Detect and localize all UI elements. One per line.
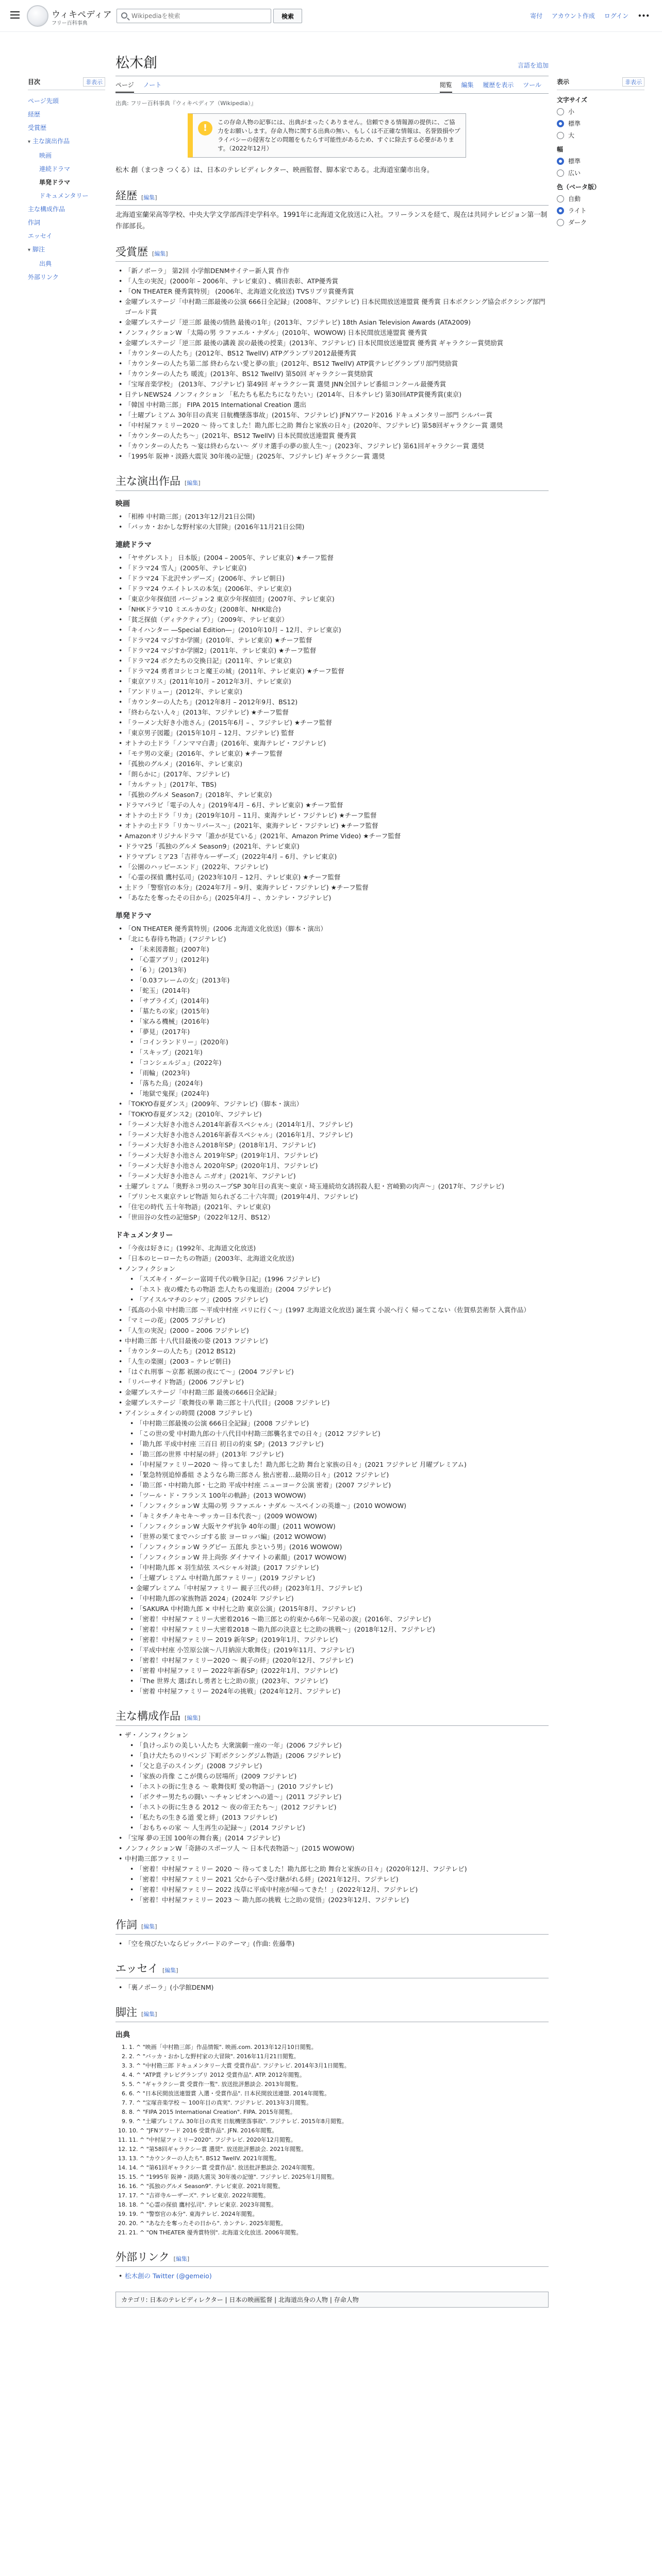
list-item: • 「東京アリス」(2011年10月 – 2012年3月、テレビ東京) xyxy=(125,676,549,687)
sub-list-item: • 「父と息子のスイング」(2008 フジテレビ) xyxy=(136,1761,549,1771)
reference-item: 15. 15. ^ "1995年 阪神・淡路大震災 30年後の記憶". フジテレビ. 2025年1月閲覧。 xyxy=(129,2173,549,2182)
list-item: • 「カウンターの人たち 〜宴は終わらない〜 ダリオ選手の夢の旅人生～」(2023年、フジテレビ) 第61回ギャラクシー賞 選奨 xyxy=(125,441,549,451)
sub-list-item: • 「ノンフィクションW ラグビー 五郎丸 歩という男」(2016 WOWOW) xyxy=(136,1542,549,1552)
list-item: • 「孤独のグルメ Season7」(2018年、テレビ東京) xyxy=(125,790,549,800)
radio-icon[interactable] xyxy=(557,108,564,115)
radio-option[interactable]: 広い xyxy=(557,168,644,177)
section-links-heading: 外部リンク [編集] xyxy=(115,2249,549,2267)
add-languages-link[interactable]: 言語を追加 xyxy=(517,62,549,69)
sub-list-item: • 「ホストの街に生きる 2012 ～ 夜の帝王たち～」(2012 フジテレビ) xyxy=(136,1802,549,1812)
page-title: 松木創 xyxy=(115,55,157,71)
list-item: • 「あなたを奪ったその日から」(2025年4月 – 、カンテレ・フジテレビ) xyxy=(125,893,549,903)
list-item: • 「ON THEATER 優秀賞特別」(2006 北海道文化放送)（脚本・演出） xyxy=(125,924,549,934)
sub-list-item: • 「ノンフィクションW 井上尚弥 ダイナマイトの素顔」(2017 WOWOW) xyxy=(136,1552,549,1563)
reference-item: 7. 7. ^ "宝塚音楽学校 〜 100年目の真実". フジテレビ. 2013年3月閲覧。 xyxy=(129,2098,549,2108)
sub-list-item: • 「地獄で鬼探」(2024年) xyxy=(136,1089,549,1099)
list-item: • 「はぐれ刑事 〜京都 祇園の夜にて〜」(2004 フジテレビ) xyxy=(125,1367,549,1377)
sub-list-item: • 「ホストの街に生きる ～ 歌舞伎町 愛の物語～」(2010 フジテレビ) xyxy=(136,1782,549,1792)
sub-list-item: • 「SAKURA 中村勘九郎 × 中村七之助 東京公演」(2015年8月、フジテレビ) xyxy=(136,1604,549,1614)
radio-option[interactable]: 標準 xyxy=(557,157,644,165)
list-item: • ドラマ25「孤独のグルメ Season9」(2021年、テレビ東京) xyxy=(125,841,549,852)
reference-item: 20. 20. ^ "あなたを奪ったその日から". カンテレ. 2025年閲覧。 xyxy=(129,2219,549,2228)
list-item: • 「世田谷の女性の記憶SP」（2022年12月、BS12） xyxy=(125,1212,549,1223)
sub-list-item: • 「密着！中村屋ファミリー 2023 〜 勘九郎の挑戦 七之助の覚悟」(2023年12月、フジテレビ) xyxy=(136,1895,549,1905)
radio-option[interactable]: 標準 xyxy=(557,119,644,128)
list-item: • 「人生の楽園」(2003 – テレビ朝日) xyxy=(125,1357,549,1367)
list-item: • ノンフィクションW 「太陽の男 ラファエル・ナダル」(2010年、WOWOW) 日本民間放送連盟賞 優秀賞 xyxy=(125,328,549,338)
notice-text: この存命人物の記事には、出典がまったくありません。信頼できる情報源の提供に、ご協力をお願いします。存命人物に関する出典の無い、もしくは不正確な情報は、名誉毀損やプライバシーの侵害などの問題をもたらす可能性があるため、すぐに除去する必要があります。（2022年12月） xyxy=(218,118,460,152)
radio-icon[interactable] xyxy=(557,219,564,226)
list-item: • 「マミーの花」(2005 フジテレビ) xyxy=(125,1315,549,1326)
section-notes-heading: 脚注 [編集] xyxy=(115,2004,549,2022)
toc-item[interactable]: 連続ドラマ xyxy=(39,165,71,173)
reference-item: 3. 3. ^ "中村勘三郎 ドキュメンタリー大賞 受賞作品". フジテレビ. 2014年3月1日閲覧。 xyxy=(129,2061,549,2071)
section-lyrics-heading: 作詞 [編集] xyxy=(115,1917,549,1935)
sub-list-item: • 「ノンフィクションW 大阪ヤクザ抗争 40年の闇」(2011 WOWOW) xyxy=(136,1521,549,1532)
list-item: • 「ドラマ24 下北沢サンデーズ」(2006年、テレビ朝日) xyxy=(125,573,549,584)
tab-page[interactable]: ページ xyxy=(115,81,134,93)
reference-item: 16. 16. ^ "孤独のグルメ Season9". テレビ東京. 2021年閲覧。 xyxy=(129,2182,549,2191)
toc-header xyxy=(28,77,105,90)
list-item: • 「孤独のグルメ」(2016年、テレビ東京) xyxy=(125,759,549,769)
list-item: • 金曜プレステージ「逆三郎 最後の講義 涙の最後の授業」(2013年、フジテレビ) 日本民間放送連盟賞 優秀賞 ギャラクシー賞奨励賞 xyxy=(125,338,549,348)
list-item: • 「韓国 中村勘三郎」 FIPA 2015 International Creation 選出 xyxy=(125,400,549,410)
toc-list xyxy=(28,94,105,284)
sub-list-item: • 「中村屋ファミリー2020 〜 待ってました！勘九郎七之助 舞台と家族の日々」(2021 フジテレビ 月曜プレミアム) xyxy=(136,1460,549,1470)
list-item: • ザ・ノンフィクション xyxy=(125,1730,549,1740)
sub-list-item: • 「落ちた鳥」(2024年) xyxy=(136,1078,549,1089)
list-item: • 金曜プレステージ「逆三郎 最後の情熱 最後の1年」(2013年、フジテレビ) 18th Asian Television Awards (ATA2009) xyxy=(125,317,549,328)
list-item: • 「ラーメン大好き小池さん2018年SP」(2018年1月、フジテレビ) xyxy=(125,1140,549,1150)
edit-link[interactable]: 編集 xyxy=(175,2256,187,2262)
chevron-down-icon[interactable]: ▾ xyxy=(28,139,31,145)
sub-list-item: • 「密着！中村屋ファミリー 2021 父から子へ受け継がれる絆」(2021年12月、フジテレビ) xyxy=(136,1874,549,1885)
list-item: • 「ドラマ24 雪人」(2005年、テレビ東京) xyxy=(125,563,549,573)
sub-list-item: • 「負け犬たちのリベンジ 下町ボクシングジム物語」(2006 フジテレビ) xyxy=(136,1751,549,1761)
sub-list-item: • 「未来図書館」(2007年) xyxy=(136,944,549,955)
list-item: • 「リバーサイド物語」(2006 フジテレビ) xyxy=(125,1377,549,1387)
single-heading: 単発ドラマ xyxy=(115,912,152,920)
donate-link[interactable]: 寄付 xyxy=(530,12,543,20)
list-item: • 「アンドリュー」(2012年、テレビ東京) xyxy=(125,687,549,697)
sub-list-item: • 「家みる機械」(2016年) xyxy=(136,1016,549,1027)
list-item: • 「孤高の小泉 中村勘三郎 〜平成中村座 パリに行く〜」(1997 北海道文化放送) 誕生賞 小説へ行く 帰ってこない（佐賀県芸術祭 入賞作品） xyxy=(125,1305,549,1315)
reference-item: 17. 17. ^ "吉祥寺ルーザーズ". テレビ東京. 2022年閲覧。 xyxy=(129,2191,549,2200)
film-heading: 映画 xyxy=(115,500,130,508)
edit-link[interactable]: 編集 xyxy=(143,1923,155,1930)
sub-list-item: • 「この世の愛 中村勘九郎の十八代目中村勘三郎襲名までの日々」(2012 フジテレビ) xyxy=(136,1429,549,1439)
tab-tools[interactable]: ツール xyxy=(523,81,541,89)
section-works-heading: 主な演出作品 [編集] xyxy=(115,473,549,491)
references-list xyxy=(129,2043,549,2238)
sub-list-item: • 「6 ）」(2013年) xyxy=(136,965,549,975)
sub-list-item: • 「コインランドリー」(2020年) xyxy=(136,1037,549,1047)
toc-item[interactable]: 単発ドラマ xyxy=(39,179,71,186)
list-item: • 「裏ノボーラ」(小学館DENM) xyxy=(125,1982,549,1993)
sub-list-item: • 「0.03フレームの女」(2013年) xyxy=(136,975,549,986)
list-item: • 「東京男子図鑑」(2015年10月 – 12月、フジテレビ) 監督 xyxy=(125,728,549,738)
table-of-contents xyxy=(28,77,105,284)
reference-item: 11. 11. ^ "中村屋ファミリー2020". フジテレビ. 2020年12月閲覧。 xyxy=(129,2136,549,2145)
list-item: • 「TOKYO春夏ダンス2」(2010年、フジテレビ) xyxy=(125,1109,549,1120)
list-item: • 「東京少年探偵団 バージョン2 東京少年探偵団」(2007年、テレビ東京) xyxy=(125,594,549,604)
single-list xyxy=(125,924,549,1223)
create-account-link[interactable]: アカウント作成 xyxy=(552,12,595,20)
toc-item[interactable]: 経歴 xyxy=(28,111,41,118)
radio-icon[interactable] xyxy=(557,120,564,127)
sub-list-item: • 「墓たちの家」(2015年) xyxy=(136,1006,549,1016)
edit-link[interactable]: 編集 xyxy=(187,1715,198,1721)
edit-link[interactable]: 編集 xyxy=(187,480,198,486)
list-item: • 「終わらない人々」(2013年、フジテレビ) ★チーフ監督 xyxy=(125,707,549,718)
list-item: • 「バッカ・おかしな野村家の大冒険」(2016年11月21日公開) xyxy=(125,522,549,532)
toc-item[interactable]: ページ先頭 xyxy=(28,97,59,105)
list-item: • 「ラーメン大好き小池さん2014年新春スペシャル」(2014年1月、フジテレビ) xyxy=(125,1120,549,1130)
sub-list-item: • 「夢見」(2017年) xyxy=(136,1027,549,1037)
sub-list-item: • 「蛇玉」(2014年) xyxy=(136,986,549,996)
list-item: • 「ドラマ24 マジすか学園」(2010年、テレビ東京) ★チーフ監督 xyxy=(125,635,549,646)
appearance-header xyxy=(557,77,644,90)
sub-list-item: • 「おもちゃの家 ～ 人生再生の記録～」(2014 フジテレビ) xyxy=(136,1823,549,1833)
toc-item[interactable]: 外部リンク xyxy=(28,274,59,281)
list-item: • 中村勘三郎 十八代目最後の姿 (2013 フジテレビ) xyxy=(125,1336,549,1346)
list-item: • 「新ノボーラ」 第2回 小学館DENMサイテー新人賞 作作 xyxy=(125,266,549,276)
radio-icon[interactable] xyxy=(557,170,564,177)
list-item: • オトナの土ドラ「リカ」(2019年10月 – 11月、東海テレビ・フジテレビ) ★チーフ監督 xyxy=(125,810,549,821)
list-item: • 「貧乏探偵（ディテクティブ）」（2009年、テレビ東京） xyxy=(125,615,549,625)
page-title-bar xyxy=(115,52,549,76)
source-note: 出典: フリー百科事典『ウィキペディア（Wikipedia）』 xyxy=(115,100,257,107)
list-item: • 「ドラマ24 勇者ヨシヒコと魔王の城」(2011年、テレビ東京) ★チーフ監督 xyxy=(125,666,549,676)
list-item: • ドラマプレミア23「吉祥寺ルーザーズ」(2022年4月 – 6月、テレビ東京) xyxy=(125,852,549,862)
sub-list-item: • 「負けっぷりの美しい人たち 大衆演劇一座の一年」(2006 フジテレビ) xyxy=(136,1740,549,1751)
sub-list-item: • 「家族の肖像 ここが僕らの居場所」(2009 フジテレビ) xyxy=(136,1771,549,1782)
edit-link[interactable]: 編集 xyxy=(154,250,166,257)
search-input[interactable] xyxy=(131,11,266,21)
list-item: • 「宝塚 夢の王国 100年の舞台裏」(2014 フジテレビ) xyxy=(125,1833,549,1843)
list-item: • 「カルテット」(2017年、TBS) xyxy=(125,779,549,790)
sub-list-item: • 「スズキイ・ダーシー富岡千代の戦争日記」(1996 フジテレビ) xyxy=(136,1274,549,1284)
toc-hide-button[interactable]: 非表示 xyxy=(83,77,105,87)
radio-icon[interactable] xyxy=(557,158,564,165)
radio-option[interactable]: 大 xyxy=(557,131,644,140)
list-item: • 「心霊の探偵 鷹村弘司」(2023年10月 – 12月、テレビ東京) ★チーフ監督 xyxy=(125,872,549,883)
list-item: • 中村勘三郎ファミリー xyxy=(125,1854,549,1864)
sub-list-item: • 「キミタチノキセキ〜サッカー日本代表〜」(2009 WOWOW) xyxy=(136,1511,549,1521)
sub-list-item: • 「土曜プレミアム 中村勘九郎ファミリー」(2019 フジテレビ) xyxy=(136,1573,549,1583)
toc-item[interactable]: 出典 xyxy=(39,260,52,267)
reference-item: 21. 21. ^ "ON THEATER 優秀賞特別". 北海道文化放送. 2006年閲覧。 xyxy=(129,2228,549,2238)
sub-list-item: • 「勘九郎 平成中村座 三百日 初日の約束 SP」(2013 フジテレビ) xyxy=(136,1439,549,1449)
list-item: • 金曜プレステージ「中村勘三郎最後の公演 666日全記録」(2008年、フジテレビ) 日本民間放送連盟賞 優秀賞 日本ボクシング協会ボクシング部門 ゴールド賞 xyxy=(125,297,549,317)
sub-list-item: • 「The 世界大 選ばれし勇者と七之助の旅」(2023年、フジテレビ) xyxy=(136,1676,549,1686)
toc-item[interactable]: ▾ 主な演出作品 xyxy=(28,138,70,145)
list-item: • 「ラーメン大好き小池さん 2019年SP」(2019年1月、フジテレビ) xyxy=(125,1150,549,1161)
list-item: • ドラマパラビ「電子の人々」(2019年4月 – 6月、テレビ東京) ★チーフ監督 xyxy=(125,800,549,810)
reference-item: 12. 12. ^ "第58回ギャラクシー賞 選奨". 放送批評懇談会. 2021年閲覧。 xyxy=(129,2145,549,2154)
list-item: • 「北にも春待ち物語」(フジテレビ) xyxy=(125,934,549,944)
list-item: • アインシュタインの時間 (2008 フジテレビ) xyxy=(125,1408,549,1418)
radio-option[interactable]: ダーク xyxy=(557,218,644,227)
user-links xyxy=(523,11,650,20)
warning-icon: ! xyxy=(198,121,212,135)
sub-list-item: • 「スキップ」(2021年) xyxy=(136,1047,549,1058)
reference-item: 4. 4. ^ "ATP賞 テレビグランプリ 2012 受賞作品". ATP. 2012年閲覧。 xyxy=(129,2071,549,2080)
awards-list xyxy=(125,266,549,462)
category-box[interactable]: カテゴリ: 日本のテレビディレクター | 日本の映画監督 | 北海道出身の人物 | 存命人物 xyxy=(115,2292,549,2308)
list-item: • 「1995年 阪神・淡路大震災 30年後の記憶」(2025年、フジテレビ) ギャラクシー賞 選奨 xyxy=(125,451,549,462)
list-item: • 「ON THEATER 優秀賞特別」 (2006年、北海道文化放送) TVSリプリ賞優秀賞 xyxy=(125,286,549,297)
sub-list-item: • 「ホスト 夜の蝶たちの物語 恋人たちの鬼退治」(2004 フジテレビ) xyxy=(136,1284,549,1295)
color-label: 色（ベータ版） xyxy=(557,183,601,191)
reference-item: 19. 19. ^ "警察官の本分". 東海テレビ. 2024年閲覧。 xyxy=(129,2210,549,2219)
list-item: • 「公園のハッピーエンド」(2022年、フジテレビ) xyxy=(125,862,549,872)
sub-list-item: • 「密着 中村屋ファミリー 2024年の挑戦」(2024年12月、フジテレビ) xyxy=(136,1686,549,1697)
list-item: • 「住宅の時代 五十年物語」(2021年、テレビ東京) xyxy=(125,1202,549,1212)
tab-talk[interactable]: ノート xyxy=(143,81,162,89)
sub-list-item: • 「密着！中村屋ファミリー 2022 浅草に平成中村座が帰ってきた！」(2022年12月、フジテレビ) xyxy=(136,1885,549,1895)
list-item: • 金曜プレステージ「中村勘三郎 最後の666日全記録」 xyxy=(125,1387,549,1398)
list-item: • 「ラーメン大好き小池さん2016年新春スペシャル」(2016年1月、フジテレビ) xyxy=(125,1130,549,1140)
reference-item: 8. 8. ^ "FIPA 2015 International Creation". FIPA. 2015年閲覧。 xyxy=(129,2108,549,2117)
site-header xyxy=(0,0,662,32)
list-item: • 「ドラマ24 ボクたちの交換日記」(2011年、テレビ東京) xyxy=(125,656,549,666)
list-item: • 土曜プレミアム「奥野ネコ男のスープSP 30年目の真実〜東京・埼玉連続幼女誘拐殺人犯・宮崎勤の肉声〜」(2017年、フジテレビ) xyxy=(125,1181,549,1192)
list-item: • 「ドラマ24 マジすか学園2」(2011年、テレビ東京) ★チーフ監督 xyxy=(125,646,549,656)
reference-item: 10. 10. ^ "JFNアワード 2016 受賞作品". JFN. 2016年閲覧。 xyxy=(129,2126,549,2136)
film-list xyxy=(125,512,549,532)
career-text: 北海道室蘭栄高等学校、中央大学文学部西洋史学科卒。1991年に北海道文化放送に入社。フリーランスを経て、現在は共同テレビジョン第一制作部部長。 xyxy=(115,211,548,230)
toc-title: 目次 xyxy=(28,78,41,86)
compose-list xyxy=(125,1730,549,1905)
main-menu-icon[interactable] xyxy=(10,11,20,19)
list-item: • 「ラーメン大好き小池さん ニガオ」(2021年、フジテレビ) xyxy=(125,1171,549,1181)
docs-heading: ドキュメンタリー xyxy=(115,1231,173,1240)
toc-item[interactable]: ドキュメンタリー xyxy=(39,192,89,199)
reference-item: 9. 9. ^ "土曜プレミアム 30年目の真実 日航機墜落事故". フジテレビ. 2015年8月閲覧。 xyxy=(129,2117,549,2126)
toc-item[interactable]: 映画 xyxy=(39,152,52,159)
sub-list-item: • 「密着！中村屋ファミリー大密着2018 ～勘九郎の決意と七之助の挑戦～」(2018年12月、フジテレビ) xyxy=(136,1624,549,1635)
list-item: • 「ドラマ24 ウエイトレスの本気」(2006年、テレビ東京) xyxy=(125,584,549,594)
reference-item: 13. 13. ^ "カウンターの人たち". BS12 TwellV. 2021年閲覧。 xyxy=(129,2154,549,2163)
search-icon xyxy=(121,12,127,19)
edit-link[interactable]: 編集 xyxy=(164,1967,176,1974)
sub-list-item: • 「ツール・ド・フランス 100年の軌跡」(2013 WOWOW) xyxy=(136,1490,549,1501)
edit-link[interactable]: 編集 xyxy=(143,194,155,201)
chevron-down-icon[interactable]: ▾ xyxy=(28,247,31,253)
list-item: • 「今夜は好きに」(1992年、北海道文化放送) xyxy=(125,1243,549,1253)
toc-item[interactable]: 受賞歴 xyxy=(28,124,47,131)
logo-subtitle: フリー百科事典 xyxy=(52,21,88,26)
reference-item: 5. 5. ^ "ギャラクシー賞 受賞作一覧". 放送批評懇談会. 2013年閲覧。 xyxy=(129,2080,549,2089)
sub-list-item: • 金曜プレミアム「中村屋ファミリー 親子三代の絆」(2023年1月、フジテレビ) xyxy=(136,1583,549,1594)
logo-text[interactable]: ウィキペディア xyxy=(52,10,112,20)
list-item: • 「日本のヒーローたちの物語」(2003年、北海道文化放送) xyxy=(125,1253,549,1264)
list-item: • 「人生の実況」(2000 – 2006 フジテレビ) xyxy=(125,1326,549,1336)
radio-option[interactable]: 小 xyxy=(557,107,644,116)
radio-option[interactable]: ライト xyxy=(557,206,644,215)
edit-link[interactable]: 編集 xyxy=(143,2011,155,2018)
list-item: • 「相棒 中村勘三郎」(2013年12月21日公開) xyxy=(125,512,549,522)
reference-item: 18. 18. ^ "心霊の探偵 鷹村弘司". テレビ東京. 2023年閲覧。 xyxy=(129,2200,549,2210)
list-item: • 「キイハンター ―Special Edition―」(2010年10月 – 12月、テレビ東京) xyxy=(125,625,549,635)
section-awards-heading: 受賞歴 [編集] xyxy=(115,244,549,262)
sources-heading: 出典 xyxy=(115,2031,130,2039)
appearance-hide-button[interactable]: 非表示 xyxy=(622,77,644,87)
toc-item[interactable]: 主な構成作品 xyxy=(28,206,65,213)
reference-item: 6. 6. ^ "日本民間放送連盟賞 入選・受賞作品". 日本民間放送連盟. 2014年閲覧。 xyxy=(129,2089,549,2098)
sub-list-item: • 「密着！中村屋ファミリー2020 〜 親子の絆」(2020年12月、フジテレビ) xyxy=(136,1655,549,1666)
list-item: • 「プリンセス東京テレビ物語 知られざる二十六年間」(2019年4月、フジテレビ) xyxy=(125,1192,549,1202)
list-item: • 「カウンターの人たち」(2012年8月 – 2012年9月、BS12) xyxy=(125,697,549,707)
list-item: • 「カウンターの人たち」(2012 BS12) xyxy=(125,1346,549,1357)
list-item: • 「NHKドラマ10 ミエルカの女」(2008年、NHK総合) xyxy=(125,604,549,615)
list-item: • オトナの土ドラ「ノンママ白書」(2016年、東海テレビ・フジテレビ) xyxy=(125,738,549,749)
list-item: • 「TOKYO春夏ダンス」(2009年、フジテレビ)（脚本・演出） xyxy=(125,1099,549,1109)
list-item: • 「朗らかに」(2017年、フジテレビ) xyxy=(125,769,549,779)
sub-list-item: • 「世界の果てまでハシゴする旅 ヨーロッパ編」(2012 WOWOW) xyxy=(136,1532,549,1542)
external-link[interactable]: • 松木創の Twitter (@gemeio) xyxy=(125,2271,549,2281)
serial-heading: 連続ドラマ xyxy=(115,541,152,549)
sub-list-item: • 「ノンフィクションW 太陽の男 ラファエル・ナダル 〜スペインの英雄〜」(2010 WOWOW) xyxy=(136,1501,549,1511)
sub-list-item: • 「中村勘九郎の家族物語 2024」(2024年 フジテレビ) xyxy=(136,1594,549,1604)
toc-item[interactable]: ▾ 脚注 xyxy=(28,246,45,253)
section-compose-heading: 主な構成作品 [編集] xyxy=(115,1708,549,1726)
tab-history[interactable]: 履歴を表示 xyxy=(483,81,514,89)
sub-list-item: • 「緊急特別追悼番組 さようなら勘三郎さん 独占密着…最期の日々」(2012 フジテレビ) xyxy=(136,1470,549,1480)
list-item: • 「土曜プレミアム 30年目の真実 日航機墜落事故」(2015年、フジテレビ) JFNアワード2016 ドキュメンタリー部門 シルバー賞 xyxy=(125,410,549,420)
reference-item: 2. 2. ^ "バッカ・おかしな野村家の大冒険". 2016年11月21日閲覧。 xyxy=(129,2052,549,2061)
sub-list-item: • 「ボクサー男たちの闘い ～チャンピオンへの道～」(2011 フジテレビ) xyxy=(136,1792,549,1802)
page-tabs xyxy=(115,80,549,94)
list-item: • 日テレNEWS24 ノンフィクション 「私たちも私たちになりたい」(2014年、日本テレビ) 第30回ATP賞優秀賞(東京) xyxy=(125,389,549,400)
docs-list xyxy=(125,1243,549,1697)
sub-list-item: • 「密着！中村屋ファミリー 2020 〜 待ってました！勘九郎七之助 舞台と家族の日々」(2020年12月、フジテレビ) xyxy=(136,1864,549,1874)
list-item: • Amazonオリジナルドラマ「誰かが見ている」(2021年、Amazon Prime Video) ★チーフ監督 xyxy=(125,831,549,841)
list-item: • 金曜プレステージ「歌舞伎の華 勘三郎と十八代目」(2008 フジテレビ) xyxy=(125,1398,549,1408)
sub-list-item: • 「アイスルマチのシャツ」(2005 フジテレビ) xyxy=(136,1295,549,1305)
list-item: • 土ドラ「警察官の本分」(2024年7月 – 9月、東海テレビ・フジテレビ) ★チーフ監督 xyxy=(125,883,549,893)
list-item: • ノンフィクションW「奇跡のスポーツ人 〜 日本代表物語〜」(2015 WOWOW) xyxy=(125,1843,549,1854)
appearance-panel xyxy=(557,77,644,230)
login-link[interactable]: ログイン xyxy=(604,12,629,20)
text-size-label: 文字サイズ xyxy=(557,96,588,104)
sub-list-item: • 「中村勘三郎最後の公演 666日全記録」(2008 フジテレビ) xyxy=(136,1418,549,1429)
serial-list xyxy=(125,553,549,903)
more-options-icon[interactable]: ••• xyxy=(637,12,650,20)
radio-option[interactable]: 自動 xyxy=(557,194,644,203)
sub-list-item: • 「コンシェルジュ」(2022年) xyxy=(136,1058,549,1068)
sub-list-item: • 「私たちの生きる道 愛と絆」(2013 フジテレビ) xyxy=(136,1812,549,1823)
sub-list-item: • 「密着！中村屋ファミリー 2019 新年SP」(2019年1月、フジテレビ) xyxy=(136,1635,549,1645)
sub-list-item: • 「勘三郎の世界 中村屋の絆」(2013年 フジテレビ) xyxy=(136,1449,549,1460)
citation-notice xyxy=(188,113,466,158)
list-item: • 「中村屋ファミリー2020 〜 待ってました！勘九郎七之助 舞台と家族の日々」(2020年、フジテレビ) 第58回ギャラクシー賞 選奨 xyxy=(125,420,549,431)
intro-paragraph: 松木 創（まつき つくる）は、日本のテレビディレクター、映画監督、脚本家である。北海道室蘭市出身。 xyxy=(115,166,434,174)
list-item: • 「カウンターの人たち」(2012年、BS12 TwellV) ATPグランプリ2012最優秀賞 xyxy=(125,348,549,359)
section-essay-heading: エッセイ [編集] xyxy=(115,1960,549,1978)
toc-item[interactable]: 作詞 xyxy=(28,219,41,226)
list-item: • 「カウンターの人たち～」(2021年、BS12 TwellV) 日本民間放送連盟賞 優秀賞 xyxy=(125,431,549,441)
radio-icon[interactable] xyxy=(557,207,564,214)
sub-list-item: • 「密着 中村屋ファミリー 2022年新春SP」(2022年1月、フジテレビ) xyxy=(136,1666,549,1676)
reference-item: 1. 1. ^ "映画「中村勘三郎」作品情報". 映画.com. 2013年12月10日閲覧。 xyxy=(129,2043,549,2052)
tab-read[interactable]: 閲覧 xyxy=(440,81,452,93)
list-item: • 「カウンターの人たち 暖流」(2013年、BS12 TwellV) 第50回 ギャラクシー賞奨励賞 xyxy=(125,369,549,379)
toc-item[interactable]: エッセイ xyxy=(28,232,53,240)
width-label: 幅 xyxy=(557,146,564,153)
sub-list-item: • 「密着！中村屋ファミリー大密着2016 〜勘三郎との約束から6年〜兄弟の涙」(2016年、フジテレビ) xyxy=(136,1614,549,1624)
section-career-heading: 経歴 [編集] xyxy=(115,188,549,206)
sub-list-item: • 「雨輪」(2023年) xyxy=(136,1068,549,1078)
search-button[interactable]: 検索 xyxy=(273,9,302,23)
wikipedia-logo[interactable] xyxy=(27,5,48,27)
radio-icon[interactable] xyxy=(557,132,564,139)
list-item: • 「ヤサグレスト」 日本版」(2004 – 2005年、テレビ東京) ★チーフ監督 xyxy=(125,553,549,563)
sub-list-item: • 「勘三郎・中村勘九郎・七之助 平成中村座 ニューヨーク公演 密着」(2007 フジテレビ) xyxy=(136,1480,549,1490)
sub-list-item: • 「心霊アプリ」(2012年) xyxy=(136,955,549,965)
reference-item: 14. 14. ^ "第61回ギャラクシー賞 受賞作品". 放送批評懇談会. 2024年閲覧。 xyxy=(129,2163,549,2173)
list-item: • 「宝塚音楽学校」 (2013年、フジテレビ) 第49回 ギャラクシー賞 選奨 JNN全国テレビ番組コンクール最優秀賞 xyxy=(125,379,549,389)
list-item: • ノンフィクション xyxy=(125,1264,549,1274)
sub-list-item: • 「平成中村座 小笠原公演〜八月納涼大歌舞伎」(2019年11月、フジテレビ) xyxy=(136,1645,549,1655)
appearance-title: 表示 xyxy=(557,78,570,86)
list-item: • 「ラーメン大好き小池さん 2020年SP」(2020年1月、フジテレビ) xyxy=(125,1161,549,1171)
list-item: • 「人生の実況」(2000年 – 2006年、テレビ東京) 、構田表彰、ATP優秀賞 xyxy=(125,276,549,286)
list-item: • 「空を飛びたいならピックバードのテーマ」(作曲: 佐藤準) xyxy=(125,1939,549,1949)
sub-list-item: • 「サブライズ」(2014年) xyxy=(136,996,549,1006)
list-item: • オトナの土ドラ「リカ〜リバース〜」(2021年、東海テレビ・フジテレビ) ★チーフ監督 xyxy=(125,821,549,831)
list-item: • 「ラーメン大好き小池さん」(2015年6月 – 、フジテレビ) ★チーフ監督 xyxy=(125,718,549,728)
list-item: • 「モテ男の文豪」(2016年、テレビ東京) ★チーフ監督 xyxy=(125,749,549,759)
list-item: • 「カウンターの人たち第二部 終わらない愛と夢の旅」(2012年、BS12 TwellV) ATP賞テレビグランプリ部門奨励賞 xyxy=(125,359,549,369)
tab-edit[interactable]: 編集 xyxy=(461,81,474,89)
main-content xyxy=(115,52,549,2308)
sub-list-item: • 「中村勘九郎 × 羽生結弦 スペシャル対談」(2017 フジテレビ) xyxy=(136,1563,549,1573)
search-box[interactable] xyxy=(117,9,271,23)
radio-icon[interactable] xyxy=(557,195,564,202)
